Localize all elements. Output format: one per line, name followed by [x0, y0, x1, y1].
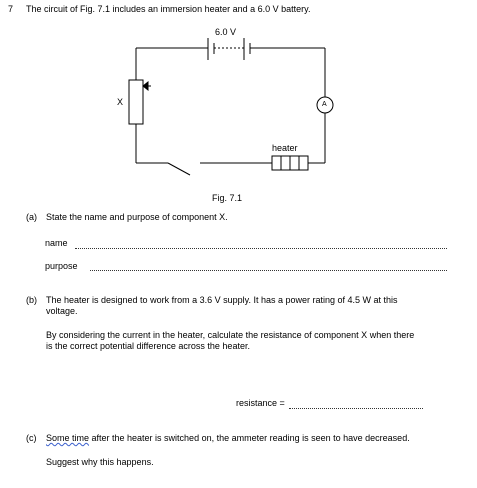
ammeter-label: A [322, 101, 327, 108]
part-b-text2-line1: By considering the current in the heater, calculate the resistance of component X when there [46, 330, 415, 340]
battery-label: 6.0 V [215, 27, 237, 37]
heater-label: heater [272, 143, 298, 153]
part-c-label: (c) [26, 433, 37, 443]
component-x-label: X [117, 97, 124, 107]
question-stem: The circuit of Fig. 7.1 includes an immersion heater and a 6.0 V battery. [26, 4, 311, 14]
purpose-label: purpose [45, 261, 78, 271]
part-c-some-time: Some time [46, 433, 90, 443]
part-b-text-line2: voltage. [46, 306, 78, 316]
circuit-diagram [0, 0, 477, 200]
switch-lever [168, 163, 190, 175]
resistance-label: resistance = [236, 398, 285, 408]
part-a-question: State the name and purpose of component X. [46, 212, 228, 222]
part-c-rest: after the heater is switched on, the ammeter reading is seen to have decreased. [89, 433, 410, 443]
question-number: 7 [8, 4, 14, 14]
name-label: name [45, 238, 68, 248]
name-answer-line[interactable] [75, 248, 447, 249]
figure-caption: Fig. 7.1 [212, 193, 243, 203]
part-b-text2-line2: is the correct potential difference across the heater. [46, 341, 250, 351]
part-b-text-line1: The heater is designed to work from a 3.6 V supply. It has a power rating of 4.5 W at this [46, 295, 398, 305]
part-c-suggest: Suggest why this happens. [46, 457, 154, 467]
resistor-arrow-head [143, 82, 148, 90]
purpose-answer-line[interactable] [90, 270, 447, 271]
variable-resistor-x [129, 80, 143, 124]
part-b-label: (b) [26, 295, 37, 305]
part-c-question [46, 433, 410, 444]
resistance-answer-line[interactable] [289, 408, 423, 409]
part-a-label: (a) [26, 212, 37, 222]
